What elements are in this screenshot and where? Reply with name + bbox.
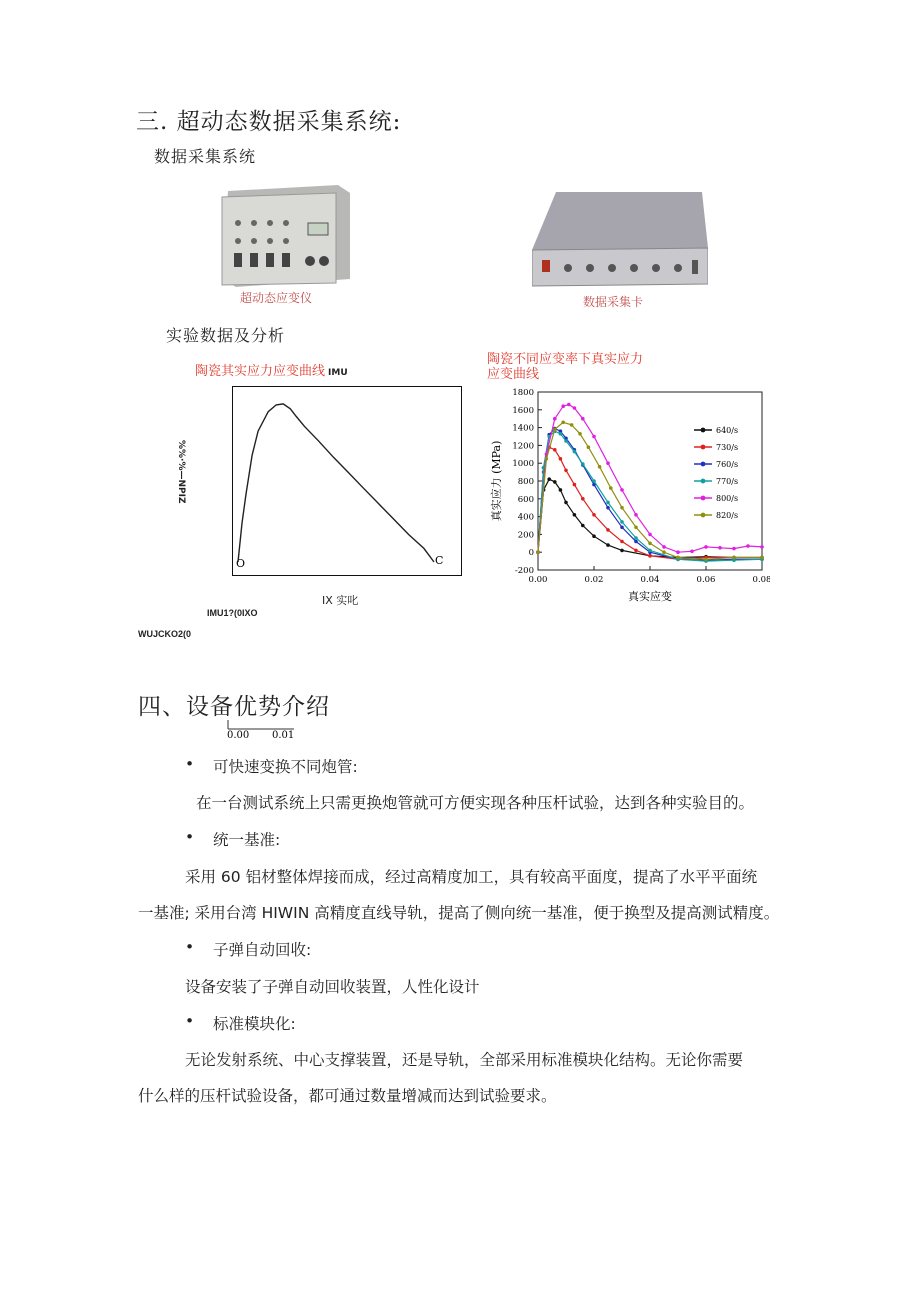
right-chart-point — [606, 501, 610, 505]
right-chart-point — [634, 513, 638, 517]
right-chart-point — [592, 513, 596, 517]
right-chart-ytick-label: 1800 — [512, 388, 534, 398]
right-chart-point — [676, 550, 680, 554]
bullet-4-text-line1: 无论发射系统、中心支撑装置，还是导轨，全部采用标准模块化结构。无论你需要 — [185, 1051, 744, 1069]
right-chart-point — [620, 540, 624, 544]
right-chart-ytick-label: 200 — [517, 530, 534, 541]
right-chart-point — [606, 528, 610, 532]
right-chart-point — [564, 469, 568, 473]
right-chart-ytick-label: 1000 — [512, 459, 534, 470]
right-chart-point — [559, 432, 563, 436]
right-chart-point — [581, 524, 585, 528]
right-chart-legend-marker — [701, 479, 706, 484]
right-chart-point — [620, 488, 624, 492]
right-chart-ytick-label: 600 — [517, 494, 534, 505]
analysis-subheading: 实验数据及分析 — [166, 326, 286, 345]
right-chart-point — [553, 480, 557, 484]
right-chart-point — [634, 540, 638, 544]
right-chart-point — [662, 550, 666, 554]
strain-meter-caption: 超动态应变仪 — [240, 291, 313, 305]
bullet-4-title: 标准模块化: — [213, 1015, 296, 1033]
right-chart-point — [547, 477, 551, 481]
stray-tick-0: 0.00 — [227, 730, 250, 739]
right-chart-legend-label: 760/s — [716, 460, 739, 469]
right-chart-legend-marker — [701, 445, 706, 450]
bullet-3-title: 子弹自动回收: — [213, 941, 312, 959]
right-chart-point — [606, 461, 610, 465]
bullet-2-marker: • — [185, 828, 195, 846]
bullet-2-text-line1: 采用 60 铝材整体焊接而成，经过高精度加工，具有较高平面度，提高了水平平面统 — [185, 868, 758, 886]
left-chart-note-1: IMU1?(0IXO — [207, 608, 258, 618]
right-chart-point — [620, 549, 624, 553]
right-chart-legend-label: 640/s — [716, 426, 739, 435]
right-chart-point — [581, 497, 585, 501]
right-chart-point — [559, 488, 563, 492]
right-chart-ytick-label: 800 — [517, 477, 534, 487]
right-chart-point — [634, 536, 638, 540]
right-chart-point — [648, 554, 652, 558]
left-chart-title — [195, 360, 348, 379]
right-chart-title — [487, 352, 643, 382]
right-chart-xtick-label: 0.00 — [528, 575, 548, 585]
right-chart-point — [606, 506, 610, 510]
right-chart-point — [553, 417, 557, 421]
left-chart-note-2: WUJCKO2(0 — [138, 629, 192, 639]
right-chart-point — [760, 556, 764, 560]
right-chart-point — [732, 556, 736, 560]
right-chart-point — [620, 526, 624, 530]
right-chart-title-line2: 应变曲线 — [487, 367, 540, 382]
right-chart-point — [561, 404, 565, 408]
left-chart-xlabel: IX 实叱 — [322, 594, 359, 607]
left-chart-curve — [238, 404, 434, 562]
right-chart-point — [545, 457, 549, 461]
right-chart-point — [620, 520, 624, 524]
section-3-subheading: 数据采集系统 — [154, 147, 257, 166]
right-chart-point — [592, 435, 596, 439]
right-chart-legend-marker — [701, 496, 706, 501]
stray-tick-1: 0.01 — [272, 730, 295, 739]
right-chart-point — [609, 486, 613, 490]
right-chart-point — [559, 457, 563, 461]
left-chart-origin-label: O — [236, 557, 246, 570]
right-chart-point — [718, 546, 722, 550]
right-chart-point — [648, 542, 652, 546]
right-chart-xlabel: 真实应变 — [628, 590, 672, 603]
daq-card-photo — [532, 188, 708, 290]
right-chart-point — [620, 506, 624, 510]
right-chart-xtick-label: 0.06 — [696, 575, 716, 585]
right-chart-point — [573, 513, 577, 517]
left-chart-title-text: 陶瓷其实应力应变曲线 — [195, 364, 326, 379]
right-chart-point — [592, 479, 596, 483]
right-chart-xtick-label: 0.08 — [752, 575, 770, 585]
bullet-4-text-line2: 什么样的压杆试验设备，都可通过数量增减而达到试验要求。 — [138, 1087, 557, 1105]
right-chart-ytick-label: 0 — [528, 548, 534, 559]
right-chart-point — [553, 428, 557, 432]
right-chart-legend-marker — [701, 428, 706, 433]
right-chart-point — [573, 450, 577, 454]
right-chart-point — [581, 417, 585, 421]
right-chart-point — [567, 403, 571, 407]
right-chart-point — [598, 465, 602, 469]
right-chart-xtick-label: 0.04 — [640, 575, 660, 585]
right-chart-xtick-label: 0.02 — [584, 575, 604, 585]
bullet-2-title: 统一基准: — [213, 831, 281, 849]
bullet-1-text: 在一台测试系统上只需更换炮管就可方便实现各种压杆试验，达到各种实验目的。 — [196, 794, 755, 812]
right-chart-point — [732, 547, 736, 551]
right-chart-point — [578, 432, 582, 436]
section-3-heading: 三. 超动态数据采集系统: — [136, 109, 402, 135]
right-chart-legend-marker — [701, 513, 706, 518]
right-chart-point — [704, 545, 708, 549]
right-chart-point — [570, 423, 574, 427]
bullet-3-text: 设备安装了子弹自动回收装置，人性化设计 — [185, 978, 480, 996]
right-chart-point — [704, 558, 708, 562]
right-chart-point — [634, 549, 638, 553]
right-chart-point — [606, 543, 610, 547]
right-chart-point — [561, 421, 565, 425]
right-chart-legend-marker — [701, 462, 706, 467]
right-chart-ylabel: 真实应力 (MPa) — [490, 440, 503, 522]
right-chart-point — [662, 545, 666, 549]
stray-axis-fragment — [226, 719, 296, 739]
right-chart-point — [553, 448, 557, 452]
bullet-4-marker: • — [185, 1012, 195, 1030]
right-chart-point — [581, 462, 585, 466]
left-chart-ylabel: %%·%—NPIZ — [176, 440, 186, 504]
right-chart-ytick-label: 400 — [517, 512, 534, 523]
daq-card-caption: 数据采集卡 — [583, 295, 644, 309]
right-chart-ytick-label: 1200 — [512, 441, 534, 452]
right-chart-point — [676, 556, 680, 560]
right-chart-ytick-label: 1600 — [512, 405, 534, 416]
right-chart-legend-label: 770/s — [716, 477, 739, 486]
right-chart-point — [648, 549, 652, 553]
right-chart-point — [648, 533, 652, 537]
right-chart-legend-label: 820/s — [716, 511, 739, 520]
right-chart-legend-label: 730/s — [716, 443, 739, 452]
right-chart — [480, 384, 770, 609]
right-chart-point — [536, 550, 540, 554]
right-chart-ytick-label: -200 — [514, 566, 534, 576]
right-chart-point — [587, 445, 591, 449]
right-chart-point — [573, 406, 577, 410]
right-chart-point — [564, 501, 568, 505]
left-chart-end-label: C — [435, 554, 444, 567]
left-chart — [232, 386, 462, 576]
right-chart-point — [690, 550, 694, 554]
right-chart-point — [573, 483, 577, 487]
right-chart-point — [564, 439, 568, 443]
right-chart-point — [592, 534, 596, 538]
strain-meter-photo — [218, 183, 354, 290]
bullet-1-title: 可快速变换不同炮管: — [213, 758, 358, 776]
bullet-2-text-line2: 一基准; 采用台湾 HIWIN 高精度直线导轨，提高了侧向统一基准，便于换型及提高测试精度。 — [138, 904, 780, 922]
right-chart-point — [634, 526, 638, 530]
section-4-heading: 四、设备优势介绍 — [138, 694, 330, 720]
bullet-3-marker: • — [185, 938, 195, 956]
right-chart-point — [760, 545, 764, 549]
right-chart-title-line1: 陶瓷不同应变率下真实应力 — [487, 352, 644, 367]
right-chart-legend-label: 800/s — [716, 494, 739, 503]
right-chart-ytick-label: 1400 — [512, 423, 534, 434]
left-chart-title-tag: IMU — [328, 368, 348, 378]
right-chart-point — [746, 544, 750, 548]
bullet-1-marker: • — [185, 755, 195, 773]
